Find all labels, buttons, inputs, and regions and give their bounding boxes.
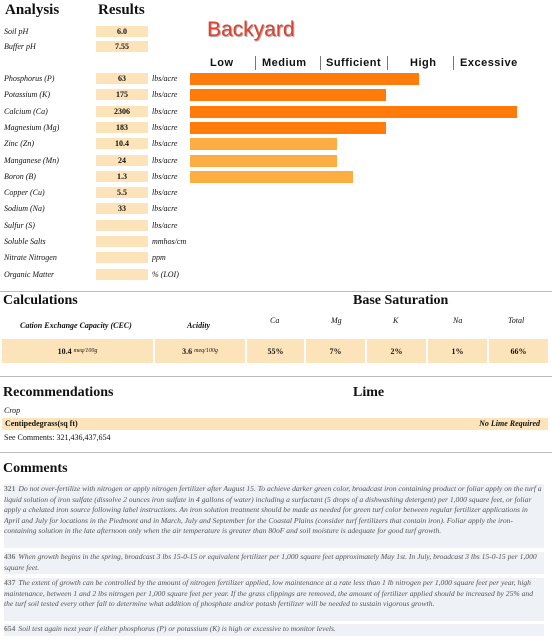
buffer-ph-label: Buffer pH [4, 42, 36, 51]
comment-321 [4, 484, 544, 548]
acidity-unit: meq/100g [194, 348, 218, 354]
nutrient-label: Boron (B) [4, 172, 36, 181]
recommendations-header: Recommendations [3, 385, 114, 400]
nutrient-value: 2306 [96, 106, 148, 117]
comment-436 [4, 552, 544, 574]
nutrient-unit: lbs/acre [152, 204, 178, 213]
soil-ph-label: Soil pH [4, 27, 29, 36]
nutrient-value: 175 [96, 89, 148, 100]
nutrient-label: Soluble Salts [4, 237, 46, 246]
level-medium: Medium [262, 57, 307, 69]
section-rule [0, 291, 552, 292]
nutrient-level-bar [190, 171, 353, 183]
level-divider [453, 56, 454, 70]
comment-code: 321 [4, 484, 16, 493]
comments-header: Comments [3, 461, 68, 476]
nutrient-level-bar [190, 138, 337, 150]
acidity-value: 3.6 [182, 346, 193, 356]
section-rule [0, 376, 552, 377]
comment-code: 436 [4, 552, 16, 561]
nutrient-unit: mmhos/cm [152, 237, 187, 246]
crop-value: Centipedegrass(sq ft) [5, 419, 78, 428]
sample-name: Backyard [207, 18, 295, 41]
comment-code: 437 [4, 578, 16, 587]
nutrient-value: 24 [96, 155, 148, 166]
level-excessive: Excessive [460, 57, 518, 69]
crop-label: Crop [4, 406, 21, 415]
nutrient-label: Organic Matter [4, 270, 55, 279]
nutrient-unit: lbs/acre [152, 221, 178, 230]
nutrient-level-bar [190, 73, 419, 85]
nutrient-label: Phosphorus (P) [4, 74, 55, 83]
bs-col-mg: Mg [331, 316, 342, 325]
comment-text: When growth begins in the spring, broadcast 3 lbs 15-0-15 or equivalent fertilizer per 1,000 square feet approximately May 1st. In July, broadcast 3 lbs 15-0-15 per 1,000 square feet. [4, 552, 537, 572]
nutrient-level-bar [190, 122, 386, 134]
section-rule [0, 452, 552, 453]
nutrient-value: 183 [96, 122, 148, 133]
cec-unit: meq/100g [73, 348, 98, 354]
level-sufficient: Sufficient [326, 57, 382, 69]
nutrient-value: 1.3 [96, 171, 148, 182]
soil-ph-value: 6.0 [96, 26, 148, 37]
nutrient-unit: lbs/acre [152, 156, 178, 165]
lime-value: No Lime Required [479, 419, 540, 428]
bs-col-total: Total [508, 316, 525, 325]
nutrient-value [96, 252, 148, 263]
nutrient-label: Magnesium (Mg) [4, 123, 60, 132]
bs-k-value: 2% [367, 339, 426, 363]
results-header: Results [98, 2, 145, 18]
analysis-header: Analysis [5, 2, 60, 18]
nutrient-unit: lbs/acre [152, 107, 178, 116]
nutrient-level-bar [190, 106, 517, 118]
nutrient-unit: lbs/acre [152, 188, 178, 197]
acidity-label: Acidity [187, 321, 211, 330]
nutrient-value [96, 236, 148, 247]
comment-437 [4, 578, 544, 621]
comment-code: 654 [4, 624, 16, 633]
nutrient-unit: ppm [152, 253, 166, 262]
crop-row [2, 418, 548, 430]
nutrient-unit: % (LOI) [152, 270, 179, 279]
lime-header: Lime [353, 385, 385, 400]
nutrient-label: Copper (Cu) [4, 188, 45, 197]
level-high: High [410, 57, 437, 69]
nutrient-unit: lbs/acre [152, 172, 178, 181]
see-comments: See Comments: 321,436,437,654 [4, 433, 111, 442]
nutrient-label: Zinc (Zn) [4, 139, 34, 148]
cec-label: Cation Exchange Capacity (CEC) [20, 321, 132, 330]
bs-total-value: 66% [489, 339, 548, 363]
nutrient-value [96, 269, 148, 280]
cec-value-cell [2, 339, 153, 363]
nutrient-label: Potassium (K) [4, 90, 50, 99]
comment-654 [4, 624, 544, 636]
nutrient-label: Manganese (Mn) [4, 156, 59, 165]
comment-text: Soil test again next year if either phosphorus (P) or potassium (K) is high or excessive to monitor levels. [18, 624, 336, 633]
nutrient-label: Sodium (Na) [4, 204, 45, 213]
level-divider [320, 56, 321, 70]
nutrient-unit: lbs/acre [152, 139, 178, 148]
level-low: Low [210, 57, 234, 69]
bs-col-ca: Ca [270, 316, 280, 325]
bs-mg-value: 7% [306, 339, 365, 363]
nutrient-value: 5.5 [96, 187, 148, 198]
nutrient-value: 33 [96, 203, 148, 214]
nutrient-level-bar [190, 89, 386, 101]
comment-text: The extent of growth can be controlled by the amount of nitrogen fertilizer applied, low maintenance at a rate less than 1 lb nitrogen per 1,000 square feet per year, high maintenance, between 1 and 2 lbs nitrogen per 1,000 square feet per year. If the grass clippings are removed, the amount of fertilizer applied should be increased by 25% and the turf soil tested every other fall to determine what addition of phosphate and/or potash fertilizer will be needed to sustain vigorous growth. [4, 578, 534, 609]
nutrient-label: Sulfur (S) [4, 221, 35, 230]
nutrient-value: 63 [96, 73, 148, 84]
comment-text: Do not over-fertilize with nitrogen or apply nitrogen fertilizer after August 15. To achieve darker green color, broadcast iron containing product or foliar apply on the turf a liquid solution of iron sulfate (dissolve 2 ounces iron sulfate in 4 gallons of water) including a surfactant (5 drops of a dishwashing detergent) per 1,000 square feet, or foliar apply a chelated iron source following label instructions. An iron solution treatment should be made as needed for green turf color between regular fertilizer applications in April and July for locations in the Piedmont and in March, July and September for the Coastal Plains (consider turf fertilizers that contain iron). Foliar apply the iron-containing solution in the late afternoon only when the air temperature is greater than 80oF and soil moisture is adequate for good turf growth. [4, 484, 542, 536]
bs-na-value: 1% [428, 339, 487, 363]
nutrient-unit: lbs/acre [152, 123, 178, 132]
buffer-ph-value: 7.55 [96, 41, 148, 52]
bs-ca-value: 55% [247, 339, 304, 363]
nutrient-value: 10.4 [96, 138, 148, 149]
base-saturation-header: Base Saturation [353, 293, 449, 308]
bs-col-k: K [393, 316, 399, 325]
nutrient-unit: lbs/acre [152, 74, 178, 83]
level-divider [255, 56, 256, 70]
level-divider [387, 56, 388, 70]
acidity-value-cell [155, 339, 245, 363]
bs-col-na: Na [453, 316, 463, 325]
calculations-header: Calculations [3, 293, 78, 308]
nutrient-label: Nitrate Nitrogen [4, 253, 57, 262]
cec-value: 10.4 [57, 346, 72, 356]
nutrient-label: Calcium (Ca) [4, 107, 48, 116]
nutrient-level-bar [190, 155, 337, 167]
nutrient-value [96, 220, 148, 231]
nutrient-unit: lbs/acre [152, 90, 178, 99]
